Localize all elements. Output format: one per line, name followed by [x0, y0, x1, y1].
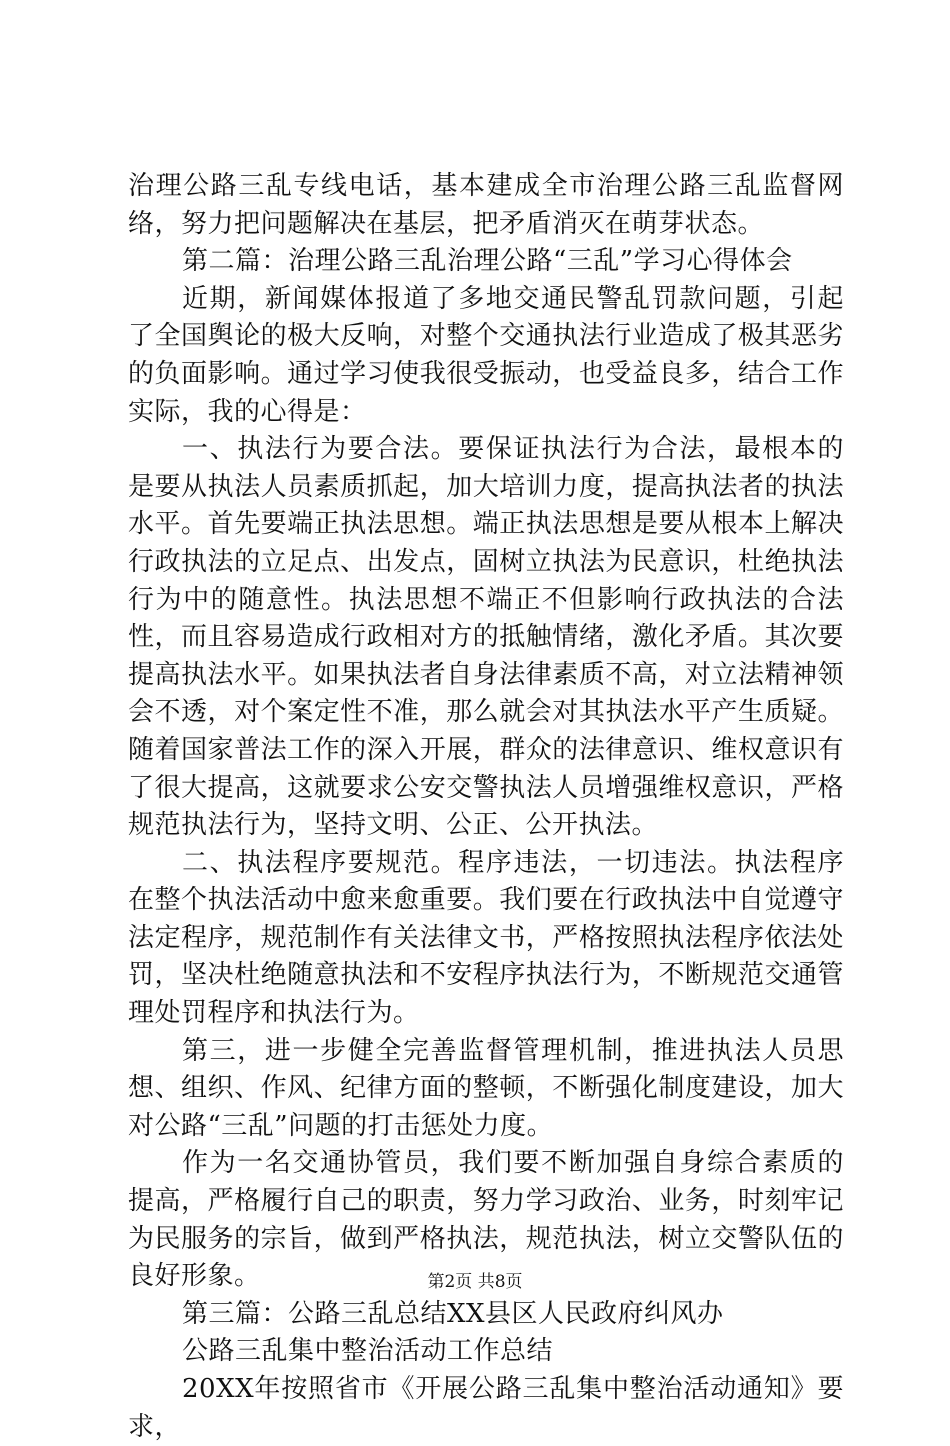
section-heading-3: 第三篇：公路三乱总结XX县区人民政府纠风办 — [182, 1298, 724, 1329]
paragraph-point-1: 一、执法行为要合法。要保证执法行为合法，最根本的是要从执法人员素质抓起，加大培训力度，提高执法者的执法水平。首先要端正执法思想。端正执法思想是要从根本上解决行政执法的立足点、出发点，固树立执法为民意识，杜绝执法行为中的随意性。执法思想不端正不但影响行政执法的合法性，而且容易造成行政相对方的抵触情绪，激化矛盾。其次要提高执法水平。如果执法者自身法律素质不高，对立法精神领会不透，对个案定性不准，那么就会对其执法水平产生质疑。随着国家普法工作的深入开展，群众的法律意识、维权意识有了很大提高，这就要求公安交警执法人员增强维权意识，严格规范执法行为，坚持文明、公正、公开执法。 — [128, 434, 844, 841]
paragraph-conclusion: 作为一名交通协管员，我们要不断加强自身综合素质的提高，严格履行自己的职责，努力学习政治、业务，时刻牢记为民服务的宗旨，做到严格执法，规范执法，树立交警队伍的良好形象。 — [128, 1148, 844, 1292]
paragraph-point-3: 第三，进一步健全完善监督管理机制，推进执法人员思想、组织、作风、纪律方面的整顿，不断强化制度建设，加大对公路“三乱”问题的打击惩处力度。 — [128, 1035, 844, 1141]
paragraph-summary-start: 20XX年按照省市《开展公路三乱集中整治活动通知》要求， — [128, 1374, 844, 1442]
page-number: 第2页 共8页 — [427, 1272, 523, 1292]
section-heading-2: 第二篇：治理公路三乱治理公路“三乱”学习心得体会 — [182, 246, 793, 277]
paragraph-point-2: 二、执法程序要规范。程序违法，一切违法。执法程序在整个执法活动中愈来愈重要。我们要在行政执法中自觉遵守法定程序，规范制作有关法律文书，严格按照执法程序依法处罚，坚决杜绝随意执法和不安程序执法行为，不断规范交通管理处罚程序和执法行为。 — [128, 847, 844, 1029]
document-body — [128, 168, 844, 1446]
paragraph-continuation: 治理公路三乱专线电话，基本建成全市治理公路三乱监督网络，努力把问题解决在基层，把矛盾消灭在萌芽状态。 — [128, 171, 844, 239]
section-subtitle: 公路三乱集中整治活动工作总结 — [182, 1336, 554, 1367]
paragraph-intro: 近期，新闻媒体报道了多地交通民警乱罚款问题，引起了全国舆论的极大反响，对整个交通执法行业造成了极其恶劣的负面影响。通过学习使我很受振动，也受益良多，结合工作实际，我的心得是： — [128, 283, 844, 427]
